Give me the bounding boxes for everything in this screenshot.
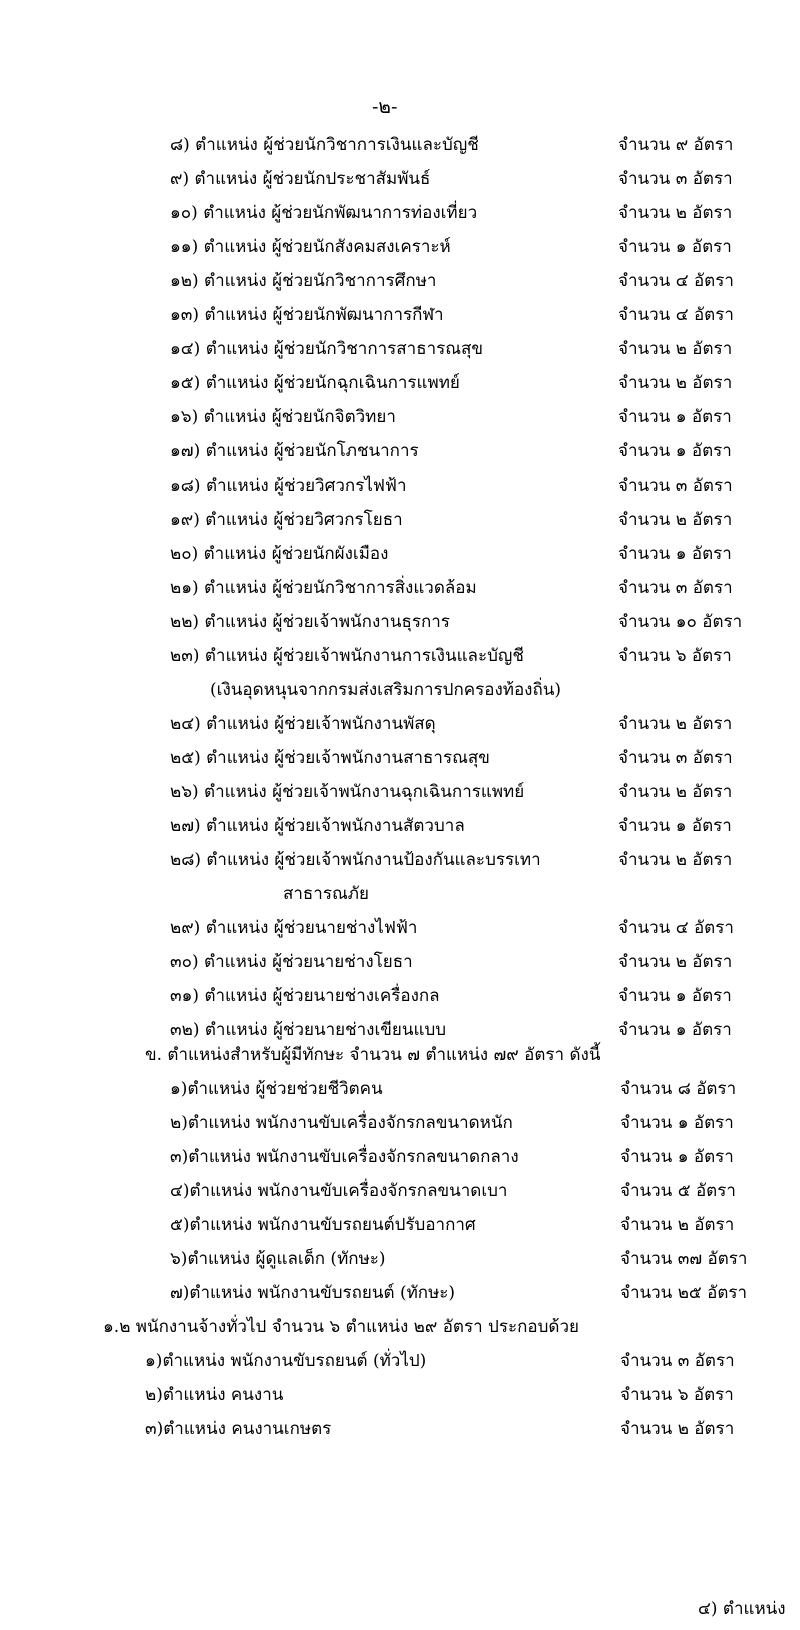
position-title: ตำแหน่ง ผู้ช่วยนายช่างเขียนแบบ [204,1020,447,1041]
position-count: จำนวน ๔ อัตรา [618,271,734,292]
item-number: ๓) [145,1419,164,1439]
list-item-continuation [283,877,800,911]
item-number: ๑๗) [170,441,206,462]
position-count: จำนวน ๒ อัตรา [618,373,733,394]
list-item [170,1140,800,1174]
item-number: ๓๐) [170,952,205,973]
position-title: (เงินอุดหนุนจากกรมส่งเสริมการปกครองท้องถิ่น) [210,679,562,700]
item-number: ๑๐) [170,203,204,224]
list-item [170,503,800,537]
position-count: จำนวน ๒ อัตรา [618,781,733,802]
heading-general-employees: ๑.๒ พนักงานจ้างทั่วไป จำนวน ๖ ตำแหน่ง ๒๙ อัตรา ประกอบด้วย [103,1317,579,1337]
position-title: ตำแหน่ง พนักงานขับรถยนต์ (ทั่วไป) [162,1351,427,1371]
position-title: ตำแหน่ง ผู้ช่วยวิศวกรไฟฟ้า [205,475,407,496]
list-item [170,128,800,162]
item-number: ๓๑) [170,986,205,1007]
position-title: ตำแหน่ง ผู้ช่วยนักวิชาการสิ่งแวดล้อม [204,577,477,598]
item-number: ๒) [145,1385,163,1405]
position-count: จำนวน ๒ อัตรา [620,1419,735,1439]
list-item [170,332,800,366]
position-count: จำนวน ๒ อัตรา [618,713,733,734]
position-title: ตำแหน่ง ผู้ช่วยเจ้าพนักงานฉุกเฉินการแพทย์ [204,781,525,802]
position-count: จำนวน ๑ อัตรา [618,441,732,462]
heading-skilled-positions: ข. ตำแหน่งสำหรับผู้มีทักษะ จำนวน ๗ ตำแหน่ง ๗๙ อัตรา ดังนี้ [145,1045,601,1065]
list-item [170,230,800,264]
item-number: ๑) [145,1351,163,1371]
position-count: จำนวน ๙ อัตรา [618,135,734,155]
position-title: ตำแหน่ง ผู้ช่วยนักสังคมสงเคราะห์ [203,237,451,258]
position-count: จำนวน ๓ อัตรา [618,747,733,768]
position-count: จำนวน ๓ อัตรา [618,577,733,598]
list-item [170,298,800,332]
item-number: ๕) [170,1215,190,1235]
list-item [170,434,800,468]
item-number: ๑) [170,1079,188,1099]
list-item [170,605,800,639]
position-count: จำนวน ๒ อัตรา [618,339,733,360]
item-number: ๑๙) [170,509,206,530]
position-count: จำนวน ๑ อัตรา [618,407,732,428]
item-number: ๒๕) [170,747,207,768]
position-title: ตำแหน่ง ผู้ช่วยนักพัฒนาการกีฬา [204,305,444,326]
item-number: ๒๗) [170,816,207,836]
position-title: ตำแหน่ง ผู้ดูแลเด็ก (ทักษะ) [187,1249,386,1269]
position-count: จำนวน ๓ อัตรา [618,475,733,496]
list-item [170,639,800,673]
position-title: ตำแหน่ง ผู้ช่วยวิศวกรโยธา [205,509,403,530]
position-title: ตำแหน่ง ผู้ช่วยนักโภชนาการ [205,441,419,462]
list-item [170,911,800,945]
item-number: ๑๒) [170,271,205,292]
position-title: ตำแหน่ง ผู้ช่วยช่วยชีวิตคน [187,1079,383,1099]
item-number: ๒) [170,1113,188,1133]
page-number: -๒- [372,96,398,118]
position-count: จำนวน ๒๕ อัตรา [620,1283,748,1303]
item-number: ๓) [170,1147,189,1167]
position-title: ตำแหน่ง ผู้ช่วยนักผังเมือง [203,543,389,564]
item-number: ๒๒) [170,611,205,632]
position-title: ตำแหน่ง ผู้ช่วยเจ้าพนักงานสาธารณสุข [206,747,490,768]
list-item [170,775,800,809]
position-title: ตำแหน่ง ผู้ช่วยนักวิชาการสาธารณสุข [205,339,484,360]
list-item [170,1106,800,1140]
item-number: ๒๙) [170,918,206,939]
position-title: ตำแหน่ง ผู้ช่วยนักพัฒนาการท่องเที่ยว [203,203,478,224]
list-item [170,979,800,1013]
list-item [145,1344,800,1378]
list-item [170,400,800,434]
item-number: ๑๑) [170,237,204,258]
position-count: จำนวน ๑ อัตรา [618,237,732,258]
item-number: ๗) [170,1283,190,1303]
position-title: ตำแหน่ง ผู้ช่วยนักจิตวิทยา [203,407,396,428]
position-title: ตำแหน่ง ผู้ช่วยนายช่างเครื่องกล [204,986,440,1007]
position-title: ตำแหน่ง ผู้ช่วยเจ้าพนักงานสัตวบาล [206,816,465,836]
position-title: ตำแหน่ง พนักงานขับรถยนต์ (ทักษะ) [189,1283,456,1303]
position-count: จำนวน ๔ อัตรา [618,918,734,939]
item-number: ๑๖) [170,407,204,428]
list-item [145,1378,800,1412]
item-number: ๒๑) [170,577,205,598]
list-item [170,707,800,741]
position-count: จำนวน ๒ อัตรา [618,850,733,871]
position-count: จำนวน ๒ อัตรา [618,509,733,530]
position-count: จำนวน ๒ อัตรา [618,952,733,973]
position-count: จำนวน ๒ อัตรา [618,203,733,224]
position-count: จำนวน ๘ อัตรา [620,1079,737,1099]
item-number: ๔) [170,1181,190,1201]
list-item [170,1208,800,1242]
position-title: ตำแหน่ง ผู้ช่วยเจ้าพนักงานธุรการ [204,611,450,632]
item-number: ๘) [170,135,196,155]
list-item [170,741,800,775]
position-title: ตำแหน่ง ผู้ช่วยเจ้าพนักงานพัสดุ [206,713,436,734]
item-number: ๒๐) [170,543,204,564]
position-count: จำนวน ๑ อัตรา [618,816,732,836]
item-number: ๑๕) [170,373,206,394]
list-item [170,162,800,196]
position-title: ตำแหน่ง ผู้ช่วยนายช่างโยธา [204,952,413,973]
list-item [170,809,800,843]
position-count: จำนวน ๓ อัตรา [618,169,733,190]
position-title: ตำแหน่ง ผู้ช่วยนักวิชาการศึกษา [204,271,437,292]
position-count: จำนวน ๖ อัตรา [620,1385,734,1405]
list-item [170,843,800,877]
position-title: ตำแหน่ง พนักงานขับเครื่องจักรกลขนาดกลาง [188,1147,519,1167]
position-count: จำนวน ๑ อัตรา [620,1147,734,1167]
list-item [170,537,800,571]
position-title: ตำแหน่ง ผู้ช่วยนักประชาสัมพันธ์ [194,169,431,190]
position-title: ตำแหน่ง คนงานเกษตร [163,1419,332,1439]
position-title: ตำแหน่ง ผู้ช่วยนายช่างไฟฟ้า [205,918,418,939]
item-number: ๑๘) [170,475,206,496]
position-count: จำนวน ๑ อัตรา [620,1113,734,1133]
position-count: จำนวน ๖ อัตรา [618,645,732,666]
item-number: ๑๔) [170,339,206,360]
list-item [170,1072,800,1106]
continuation-text: ๔) ตำแหน่ง [698,1599,786,1619]
list-item [170,1276,800,1310]
position-title: ตำแหน่ง ผู้ช่วยเจ้าพนักงานป้องกันและบรรเทา [206,850,541,871]
list-item [170,1174,800,1208]
list-item [145,1412,800,1446]
position-count: จำนวน ๕ อัตรา [620,1181,736,1201]
position-title: ตำแหน่ง ผู้ช่วยเจ้าพนักงานการเงินและบัญชี [204,645,524,666]
item-number: ๖) [170,1249,188,1269]
list-item [170,264,800,298]
position-count: จำนวน ๑ อัตรา [618,1020,732,1041]
list-item [170,366,800,400]
position-title: สาธารณภัย [283,884,369,905]
list-item [170,196,800,230]
position-count: จำนวน ๑ อัตรา [618,986,732,1007]
item-number: ๒๘) [170,850,207,871]
list-item [170,469,800,503]
position-title: ตำแหน่ง ผู้ช่วยนักฉุกเฉินการแพทย์ [205,373,460,394]
position-count: จำนวน ๒ อัตรา [620,1215,735,1235]
position-count: จำนวน ๑๐ อัตรา [618,611,743,632]
position-count: จำนวน ๔ อัตรา [618,305,734,326]
position-count: จำนวน ๓๗ อัตรา [620,1249,748,1269]
position-title: ตำแหน่ง ผู้ช่วยนักวิชาการเงินและบัญชี [195,135,479,155]
item-number: ๒๓) [170,645,205,666]
list-item-continuation [210,673,800,707]
position-title: ตำแหน่ง คนงาน [162,1385,284,1405]
list-item [170,945,800,979]
item-number: ๒๔) [170,713,207,734]
position-count: จำนวน ๓ อัตรา [620,1351,735,1371]
item-number: ๒๖) [170,781,205,802]
position-title: ตำแหน่ง พนักงานขับรถยนต์ปรับอากาศ [189,1215,476,1235]
position-count: จำนวน ๑ อัตรา [618,543,732,564]
list-item [170,571,800,605]
item-number: ๓๒) [170,1020,205,1041]
item-number: ๑๓) [170,305,205,326]
item-number: ๙) [170,169,195,190]
list-item [170,1242,800,1276]
position-title: ตำแหน่ง พนักงานขับเครื่องจักรกลขนาดเบา [189,1181,508,1201]
position-title: ตำแหน่ง พนักงานขับเครื่องจักรกลขนาดหนัก [187,1113,513,1133]
